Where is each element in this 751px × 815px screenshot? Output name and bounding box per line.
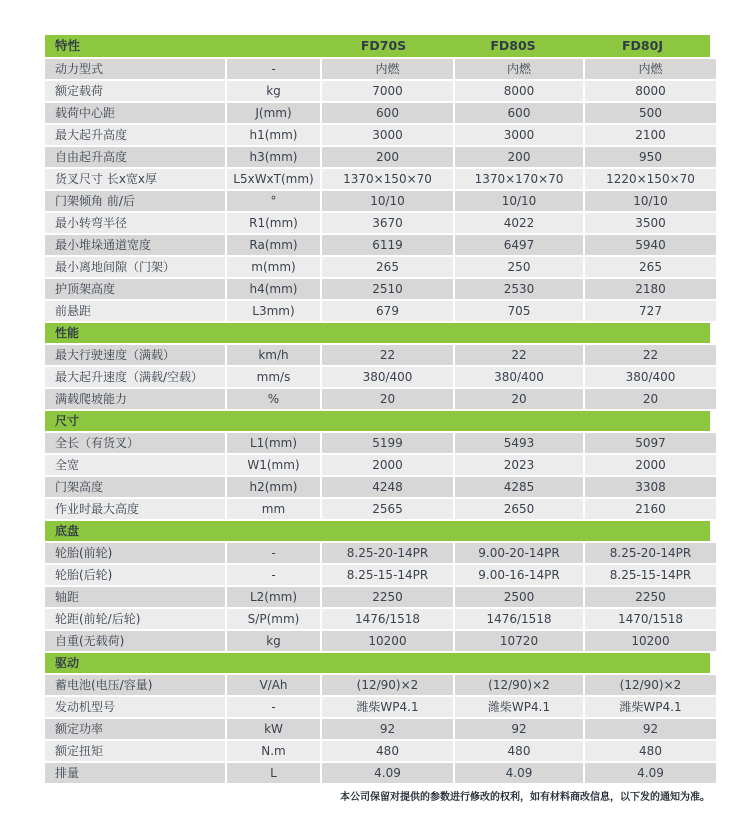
section-header: 性能 bbox=[45, 323, 710, 343]
table-row bbox=[45, 455, 710, 475]
row-value: 9.00-20-14PR bbox=[455, 543, 583, 563]
row-unit: L5xWxT(mm) bbox=[227, 169, 320, 189]
section-header: 驱动 bbox=[45, 653, 710, 673]
row-value: 950 bbox=[585, 147, 716, 167]
row-value: 2530 bbox=[455, 279, 583, 299]
row-value: 92 bbox=[585, 719, 716, 739]
row-value: 5097 bbox=[585, 433, 716, 453]
row-value: 9.00-16-14PR bbox=[455, 565, 583, 585]
table-row bbox=[45, 433, 710, 453]
row-unit: S/P(mm) bbox=[227, 609, 320, 629]
row-value: 679 bbox=[322, 301, 453, 321]
row-value: 705 bbox=[455, 301, 583, 321]
row-label: 轮胎(前轮) bbox=[45, 543, 225, 563]
row-unit: mm bbox=[227, 499, 320, 519]
row-value: 4.09 bbox=[455, 763, 583, 783]
row-value: 4.09 bbox=[322, 763, 453, 783]
row-unit: V/Ah bbox=[227, 675, 320, 695]
row-value: 2500 bbox=[455, 587, 583, 607]
table-row bbox=[45, 609, 710, 629]
table-row bbox=[45, 345, 710, 365]
row-value: 1476/1518 bbox=[455, 609, 583, 629]
header-model-fd80s: FD80S bbox=[490, 38, 536, 53]
row-unit: kW bbox=[227, 719, 320, 739]
row-value: 265 bbox=[322, 257, 453, 277]
row-value: 1476/1518 bbox=[322, 609, 453, 629]
row-value: 200 bbox=[455, 147, 583, 167]
row-value: 10/10 bbox=[322, 191, 453, 211]
row-unit: h2(mm) bbox=[227, 477, 320, 497]
row-value: 6119 bbox=[322, 235, 453, 255]
table-body bbox=[45, 59, 710, 783]
row-label: 排量 bbox=[45, 763, 225, 783]
row-value: 2565 bbox=[322, 499, 453, 519]
row-value: 22 bbox=[455, 345, 583, 365]
row-value: 480 bbox=[455, 741, 583, 761]
row-value: 5493 bbox=[455, 433, 583, 453]
row-value: (12/90)×2 bbox=[585, 675, 716, 695]
row-value: 480 bbox=[322, 741, 453, 761]
table-row bbox=[45, 741, 710, 761]
row-value: 8.25-15-14PR bbox=[322, 565, 453, 585]
row-value: 1470/1518 bbox=[585, 609, 716, 629]
section-header: 底盘 bbox=[45, 521, 710, 541]
row-value: 10200 bbox=[585, 631, 716, 651]
row-label: 额定功率 bbox=[45, 719, 225, 739]
row-value: 潍柴WP4.1 bbox=[455, 697, 583, 717]
table-row bbox=[45, 169, 710, 189]
row-label: 动力型式 bbox=[45, 59, 225, 79]
table-row bbox=[45, 697, 710, 717]
row-value: 内燃 bbox=[455, 59, 583, 79]
row-value: 3670 bbox=[322, 213, 453, 233]
row-value: 2650 bbox=[455, 499, 583, 519]
row-label: 发动机型号 bbox=[45, 697, 225, 717]
row-label: 蓄电池(电压/容量) bbox=[45, 675, 225, 695]
row-label: 额定扭矩 bbox=[45, 741, 225, 761]
row-unit: - bbox=[227, 565, 320, 585]
table-row bbox=[45, 235, 710, 255]
row-value: 250 bbox=[455, 257, 583, 277]
row-label: 前悬距 bbox=[45, 301, 225, 321]
table-row bbox=[45, 565, 710, 585]
row-value: 4.09 bbox=[585, 763, 716, 783]
table-row bbox=[45, 477, 710, 497]
row-value: 3308 bbox=[585, 477, 716, 497]
row-value: 10/10 bbox=[585, 191, 716, 211]
row-value: 5940 bbox=[585, 235, 716, 255]
row-unit: - bbox=[227, 543, 320, 563]
row-value: 265 bbox=[585, 257, 716, 277]
row-unit: h1(mm) bbox=[227, 125, 320, 145]
row-unit: m(mm) bbox=[227, 257, 320, 277]
row-label: 最大行驶速度（满载） bbox=[45, 345, 225, 365]
row-value: 内燃 bbox=[585, 59, 716, 79]
header-model-fd80j: FD80J bbox=[622, 38, 663, 53]
row-value: 22 bbox=[322, 345, 453, 365]
table-row bbox=[45, 675, 710, 695]
row-label: 全宽 bbox=[45, 455, 225, 475]
row-unit: kg bbox=[227, 81, 320, 101]
row-value: 500 bbox=[585, 103, 716, 123]
row-unit: L1(mm) bbox=[227, 433, 320, 453]
table-row bbox=[45, 631, 710, 651]
table-row bbox=[45, 763, 710, 783]
spec-table bbox=[45, 35, 710, 783]
row-value: 22 bbox=[585, 345, 716, 365]
row-value: 1370×170×70 bbox=[455, 169, 583, 189]
row-value: 1370×150×70 bbox=[322, 169, 453, 189]
table-row bbox=[45, 81, 710, 101]
header-feature-label: 特性 bbox=[55, 38, 81, 53]
row-unit: W1(mm) bbox=[227, 455, 320, 475]
table-row bbox=[45, 257, 710, 277]
row-label: 自重(无载荷) bbox=[45, 631, 225, 651]
row-label: 最大起升速度（满载/空载） bbox=[45, 367, 225, 387]
row-label: 轮距(前轮/后轮) bbox=[45, 609, 225, 629]
row-value: 380/400 bbox=[455, 367, 583, 387]
row-label: 自由起升高度 bbox=[45, 147, 225, 167]
row-unit: h3(mm) bbox=[227, 147, 320, 167]
footer-note: 本公司保留对提供的参数进行修改的权利，如有材料商改信息，以下发的通知为准。 bbox=[340, 792, 710, 803]
row-value: (12/90)×2 bbox=[455, 675, 583, 695]
row-unit: % bbox=[227, 389, 320, 409]
row-unit: kg bbox=[227, 631, 320, 651]
row-unit: L3mm) bbox=[227, 301, 320, 321]
table-row bbox=[45, 147, 710, 167]
row-value: 600 bbox=[322, 103, 453, 123]
table-row bbox=[45, 543, 710, 563]
table-row bbox=[45, 125, 710, 145]
row-label: 最大起升高度 bbox=[45, 125, 225, 145]
row-value: 8.25-20-14PR bbox=[585, 543, 716, 563]
row-value: 1220×150×70 bbox=[585, 169, 716, 189]
row-value: 4248 bbox=[322, 477, 453, 497]
row-value: 2023 bbox=[455, 455, 583, 475]
row-value: 10720 bbox=[455, 631, 583, 651]
row-label: 载荷中心距 bbox=[45, 103, 225, 123]
section-header: 尺寸 bbox=[45, 411, 710, 431]
row-value: 8000 bbox=[585, 81, 716, 101]
table-row bbox=[45, 279, 710, 299]
row-value: 7000 bbox=[322, 81, 453, 101]
row-value: 2160 bbox=[585, 499, 716, 519]
row-label: 最小转弯半径 bbox=[45, 213, 225, 233]
row-value: 20 bbox=[585, 389, 716, 409]
row-value: 8000 bbox=[455, 81, 583, 101]
row-value: 3000 bbox=[455, 125, 583, 145]
row-unit: Ra(mm) bbox=[227, 235, 320, 255]
row-value: 10/10 bbox=[455, 191, 583, 211]
row-unit: L2(mm) bbox=[227, 587, 320, 607]
row-value: (12/90)×2 bbox=[322, 675, 453, 695]
table-row bbox=[45, 499, 710, 519]
row-unit: L bbox=[227, 763, 320, 783]
row-unit: - bbox=[227, 697, 320, 717]
row-value: 4022 bbox=[455, 213, 583, 233]
row-value: 727 bbox=[585, 301, 716, 321]
row-value: 600 bbox=[455, 103, 583, 123]
row-value: 10200 bbox=[322, 631, 453, 651]
row-label: 门架倾角 前/后 bbox=[45, 191, 225, 211]
row-value: 潍柴WP4.1 bbox=[322, 697, 453, 717]
row-value: 2180 bbox=[585, 279, 716, 299]
row-value: 2250 bbox=[585, 587, 716, 607]
row-unit: J(mm) bbox=[227, 103, 320, 123]
row-label: 最小堆垛通道宽度 bbox=[45, 235, 225, 255]
row-label: 全长（有货叉） bbox=[45, 433, 225, 453]
row-value: 8.25-20-14PR bbox=[322, 543, 453, 563]
row-value: 6497 bbox=[455, 235, 583, 255]
row-value: 92 bbox=[322, 719, 453, 739]
table-row bbox=[45, 103, 710, 123]
table-row bbox=[45, 59, 710, 79]
table-row bbox=[45, 587, 710, 607]
row-label: 轮胎(后轮) bbox=[45, 565, 225, 585]
row-unit: ° bbox=[227, 191, 320, 211]
table-row bbox=[45, 367, 710, 387]
row-value: 潍柴WP4.1 bbox=[585, 697, 716, 717]
row-unit: - bbox=[227, 59, 320, 79]
row-label: 作业时最大高度 bbox=[45, 499, 225, 519]
row-value: 380/400 bbox=[322, 367, 453, 387]
row-unit: km/h bbox=[227, 345, 320, 365]
row-label: 额定载荷 bbox=[45, 81, 225, 101]
row-value: 2510 bbox=[322, 279, 453, 299]
row-label: 护顶架高度 bbox=[45, 279, 225, 299]
row-unit: R1(mm) bbox=[227, 213, 320, 233]
row-value: 200 bbox=[322, 147, 453, 167]
row-label: 满载爬坡能力 bbox=[45, 389, 225, 409]
header-model-fd70s: FD70S bbox=[360, 38, 407, 53]
row-label: 货叉尺寸 长x宽x厚 bbox=[45, 169, 225, 189]
row-value: 2000 bbox=[585, 455, 716, 475]
row-value: 8.25-15-14PR bbox=[585, 565, 716, 585]
header-unit-cell bbox=[225, 35, 318, 57]
row-unit: h4(mm) bbox=[227, 279, 320, 299]
row-value: 92 bbox=[455, 719, 583, 739]
row-value: 2100 bbox=[585, 125, 716, 145]
row-value: 380/400 bbox=[585, 367, 716, 387]
row-value: 4285 bbox=[455, 477, 583, 497]
table-row bbox=[45, 191, 710, 211]
table-row bbox=[45, 719, 710, 739]
row-value: 3500 bbox=[585, 213, 716, 233]
row-value: 内燃 bbox=[322, 59, 453, 79]
row-value: 20 bbox=[322, 389, 453, 409]
row-value: 480 bbox=[585, 741, 716, 761]
table-header-row bbox=[45, 35, 710, 57]
row-value: 3000 bbox=[322, 125, 453, 145]
row-value: 20 bbox=[455, 389, 583, 409]
row-value: 2250 bbox=[322, 587, 453, 607]
row-unit: N.m bbox=[227, 741, 320, 761]
row-value: 5199 bbox=[322, 433, 453, 453]
row-label: 门架高度 bbox=[45, 477, 225, 497]
row-label: 最小离地间隙（门架） bbox=[45, 257, 225, 277]
table-row bbox=[45, 389, 710, 409]
row-label: 轴距 bbox=[45, 587, 225, 607]
table-row bbox=[45, 301, 710, 321]
table-row bbox=[45, 213, 710, 233]
row-value: 2000 bbox=[322, 455, 453, 475]
row-unit: mm/s bbox=[227, 367, 320, 387]
